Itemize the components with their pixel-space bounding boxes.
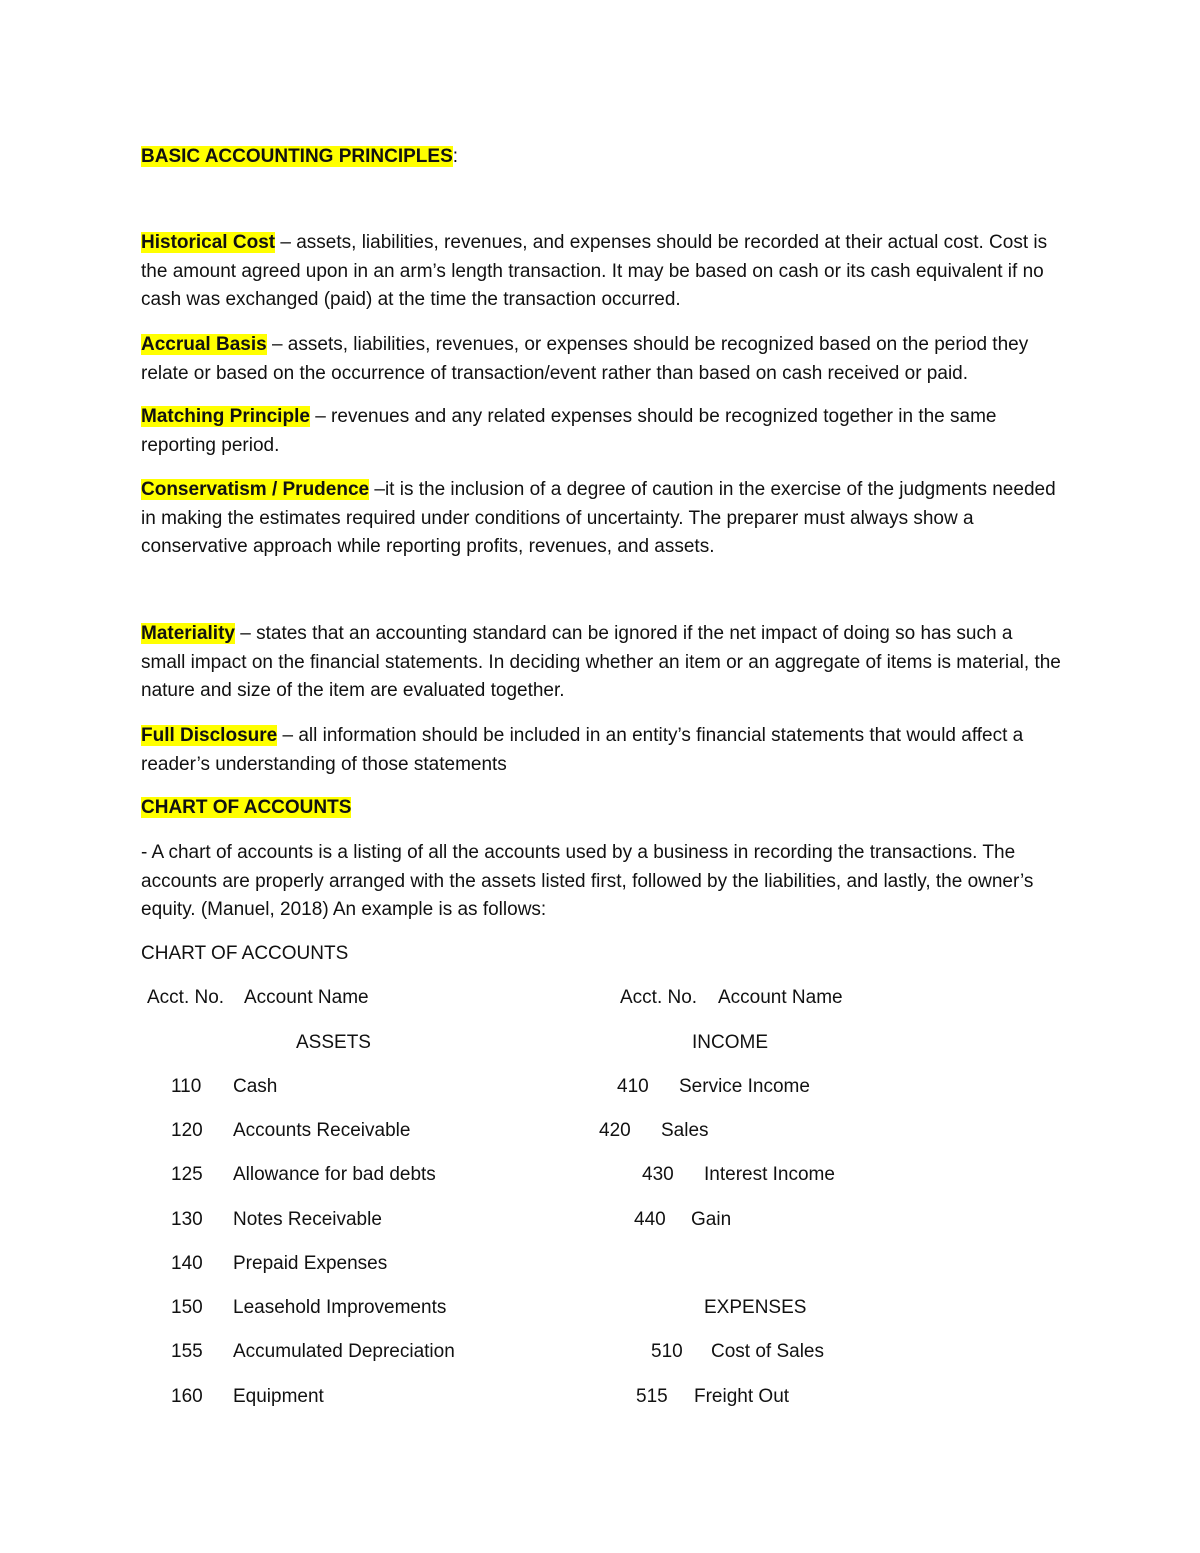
asset-name: Accumulated Depreciation	[233, 1341, 455, 1362]
principle-materiality	[141, 620, 1061, 706]
col-acct-name-right: Account Name	[718, 987, 843, 1008]
asset-no: 160	[171, 1386, 203, 1407]
heading-highlight: BASIC ACCOUNTING PRINCIPLES	[141, 146, 453, 167]
principle-conservatism	[141, 476, 1061, 562]
principle-text: – states that an accounting standard can be ignored if the net impact of doing so has such a small impact on the financial statements. In deciding whether an item or an aggregate of items is material, the nature and size of the item are evaluated together.	[141, 623, 1061, 702]
coa-heading-highlight: CHART OF ACCOUNTS	[141, 797, 352, 818]
col-acct-name-left: Account Name	[244, 987, 369, 1008]
income-name: Service Income	[679, 1076, 810, 1097]
heading-colon: :	[452, 146, 459, 167]
asset-name: Accounts Receivable	[233, 1120, 411, 1141]
principle-term: Conservatism / Prudence	[141, 479, 370, 500]
page-title	[141, 145, 458, 169]
coa-title: CHART OF ACCOUNTS	[141, 943, 349, 964]
principle-term: Historical Cost	[141, 232, 276, 253]
col-acct-no-left: Acct. No.	[147, 987, 225, 1008]
principle-text: – assets, liabilities, revenues, and expenses should be recorded at their actual cost. Cost is the amount agreed upon in an arm’s length transaction. It may be based on cash or its cash equivalent if no cash was exchanged (paid) at the time the transaction occurred.	[141, 232, 1048, 311]
asset-name: Allowance for bad debts	[233, 1164, 436, 1185]
principle-matching	[141, 403, 1061, 460]
principle-term: Matching Principle	[141, 406, 310, 427]
income-label: INCOME	[692, 1032, 768, 1053]
expense-no: 510	[651, 1341, 683, 1362]
principle-historical-cost	[141, 229, 1061, 315]
coa-section-heading	[141, 796, 351, 820]
asset-name: Equipment	[233, 1386, 324, 1407]
col-acct-no-right: Acct. No.	[620, 987, 698, 1008]
income-name: Interest Income	[704, 1164, 835, 1185]
asset-no: 130	[171, 1209, 203, 1230]
principle-text: – assets, liabilities, revenues, or expenses should be recognized based on the period they relate or based on the occurrence of transaction/event rather than based on cash received or paid.	[141, 334, 1029, 384]
asset-name: Cash	[233, 1076, 278, 1097]
income-no: 430	[642, 1164, 674, 1185]
principle-text: –it is the inclusion of a degree of caution in the exercise of the judgments needed in making the estimates required under conditions of uncertainty. The preparer must always show a conservative approach while reporting profits, revenues, and assets.	[141, 479, 1056, 558]
income-name: Sales	[661, 1120, 709, 1141]
asset-no: 125	[171, 1164, 203, 1185]
income-name: Gain	[691, 1209, 732, 1230]
asset-name: Leasehold Improvements	[233, 1297, 447, 1318]
principle-text: – all information should be included in an entity’s financial statements that would affect a reader’s understanding of those statements	[141, 725, 1024, 775]
expense-no: 515	[636, 1386, 668, 1407]
assets-label: ASSETS	[296, 1032, 371, 1053]
asset-name: Prepaid Expenses	[233, 1253, 388, 1274]
principle-term: Materiality	[141, 623, 235, 644]
expenses-label: EXPENSES	[704, 1297, 807, 1318]
coa-intro: - A chart of accounts is a listing of all the accounts used by a business in recording the transactions. The accounts are properly arranged with the assets listed first, followed by the liabilities, and lastly, the owner’s equity. (Manuel, 2018) An example is as follows:	[141, 842, 1034, 921]
expense-name: Freight Out	[694, 1386, 790, 1407]
income-no: 440	[634, 1209, 666, 1230]
income-no: 410	[617, 1076, 649, 1097]
asset-no: 140	[171, 1253, 203, 1274]
principle-accrual-basis	[141, 331, 1061, 388]
asset-no: 155	[171, 1341, 203, 1362]
asset-no: 150	[171, 1297, 203, 1318]
principle-term: Full Disclosure	[141, 725, 278, 746]
asset-no: 110	[171, 1076, 202, 1097]
principle-full-disclosure	[141, 722, 1061, 779]
expense-name: Cost of Sales	[711, 1341, 824, 1362]
principle-text: – revenues and any related expenses should be recognized together in the same reporting period.	[141, 406, 997, 456]
asset-name: Notes Receivable	[233, 1209, 382, 1230]
income-no: 420	[599, 1120, 631, 1141]
principle-term: Accrual Basis	[141, 334, 267, 355]
asset-no: 120	[171, 1120, 203, 1141]
